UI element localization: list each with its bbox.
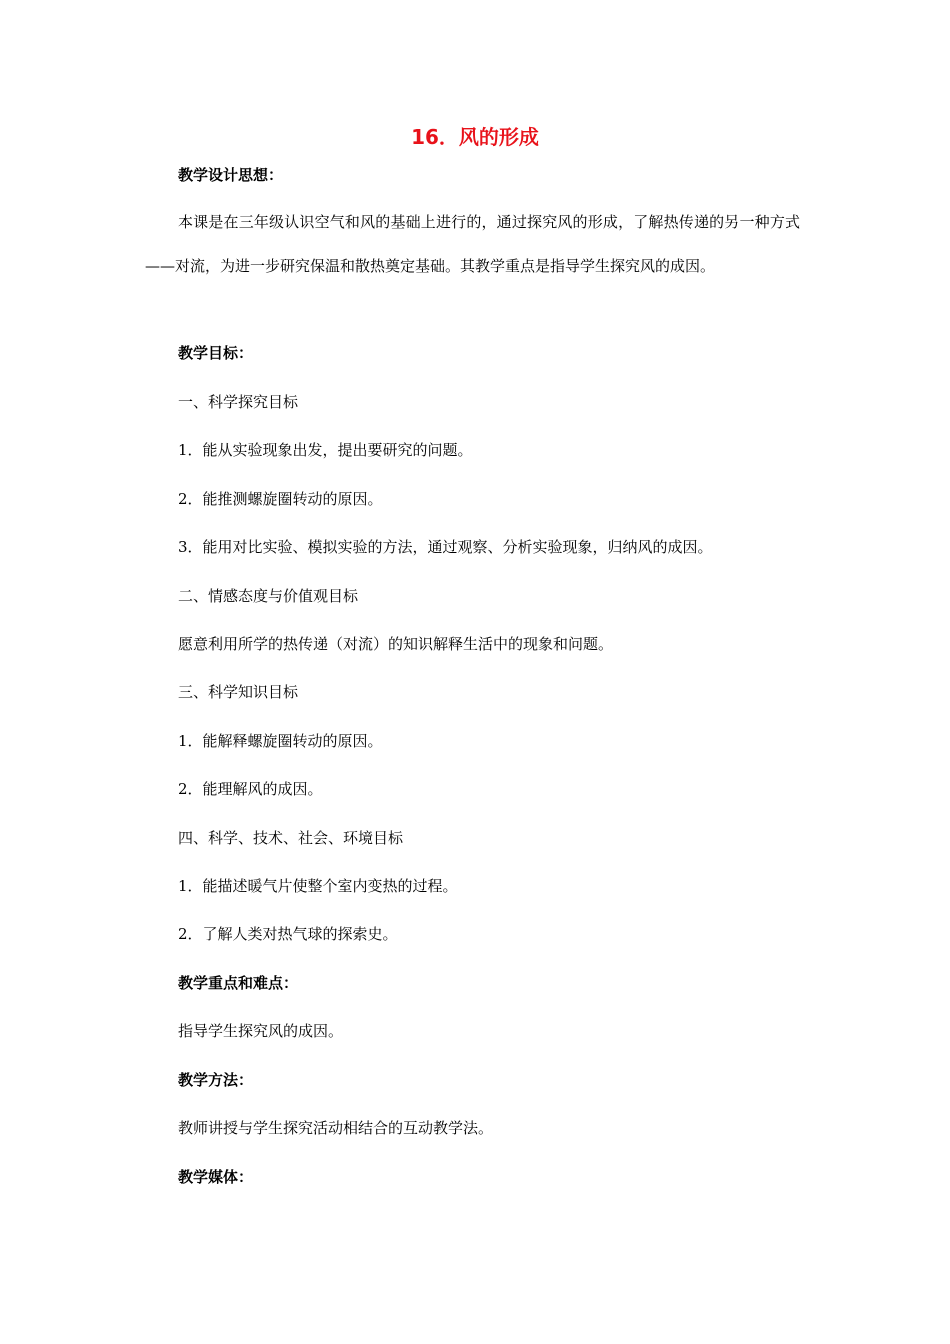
objective-1-item-3: 3．能用对比实验、模拟实验的方法，通过观察、分析实验现象，归纳风的成因。 (178, 538, 713, 556)
objective-4-item-2: 2．了解人类对热气球的探索史。 (178, 925, 398, 943)
objective-4-item-1: 1．能描述暖气片使整个室内变热的过程。 (178, 877, 458, 895)
design-paragraph: 本课是在三年级认识空气和风的基础上进行的，通过探究风的形成，了解热传递的另一种方式——对流，为进一步研究保温和散热奠定基础。其教学重点是指导学生探究风的成因。 (145, 213, 800, 275)
media-heading: 教学媒体： (178, 1168, 254, 1186)
objective-4-title: 四、科学、技术、社会、环境目标 (178, 829, 404, 847)
objective-2-item-1: 愿意利用所学的热传递（对流）的知识解释生活中的现象和问题。 (178, 635, 614, 653)
objective-1-item-1: 1．能从实验现象出发，提出要研究的问题。 (178, 441, 473, 459)
methods-heading: 教学方法： (178, 1071, 254, 1089)
objective-1-title: 一、科学探究目标 (178, 393, 299, 411)
objective-3-item-1: 1．能解释螺旋圈转动的原因。 (178, 732, 383, 750)
methods-text: 教师讲授与学生探究活动相结合的互动教学法。 (178, 1119, 494, 1137)
design-heading: 教学设计思想： (178, 166, 284, 184)
objective-2-title: 二、情感态度与价值观目标 (178, 587, 359, 605)
objectives-heading: 教学目标： (178, 344, 254, 362)
objective-3-item-2: 2．能理解风的成因。 (178, 780, 323, 798)
objective-1-item-2: 2．能推测螺旋圈转动的原因。 (178, 490, 383, 508)
key-points-heading: 教学重点和难点： (178, 974, 299, 992)
document-title: 16．风的形成 (411, 125, 539, 149)
objective-3-title: 三、科学知识目标 (178, 683, 299, 701)
key-points-text: 指导学生探究风的成因。 (178, 1022, 344, 1040)
